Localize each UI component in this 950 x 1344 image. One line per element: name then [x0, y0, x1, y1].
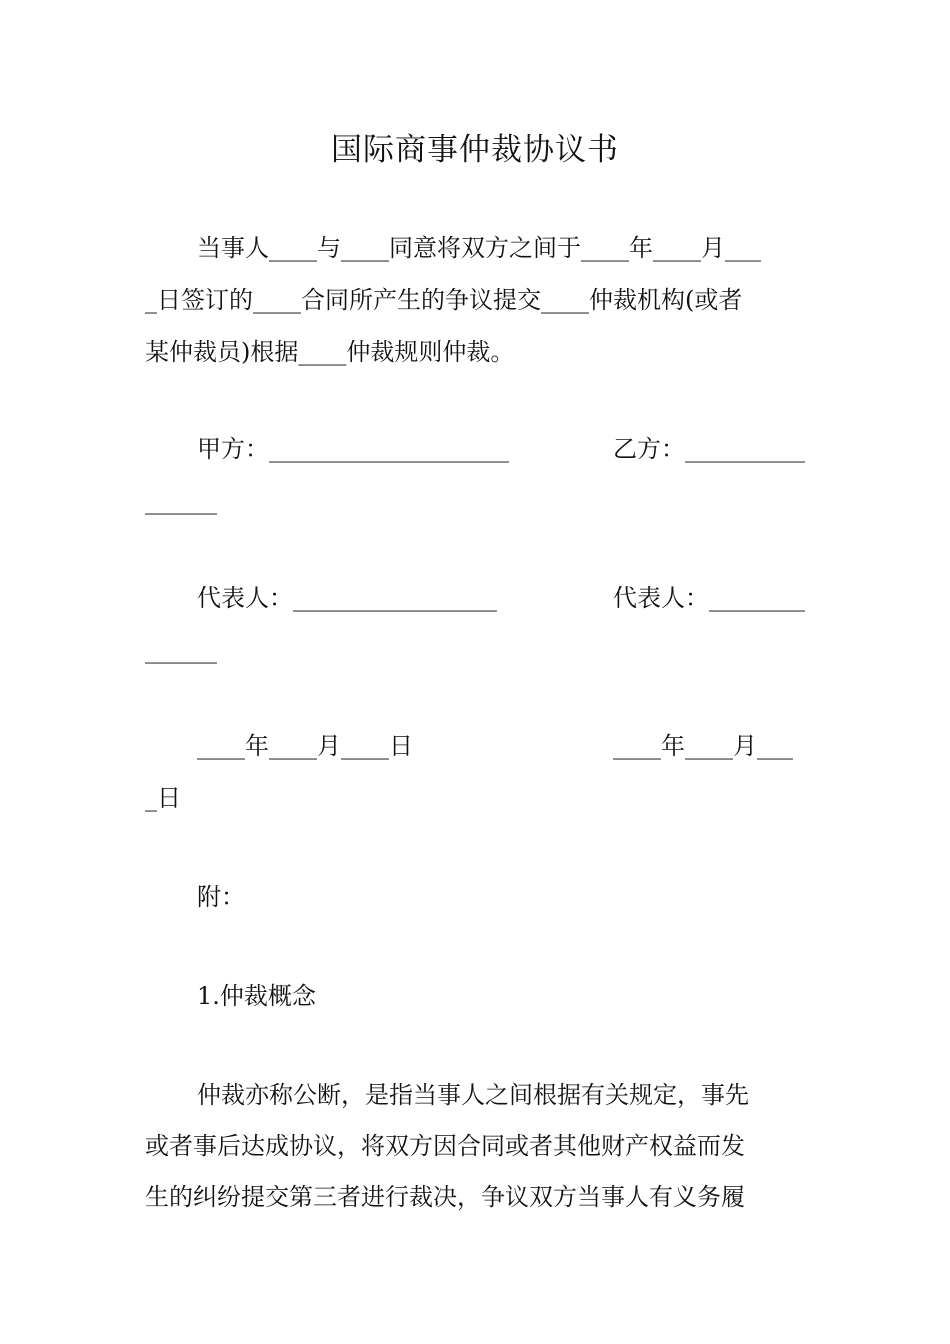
date-b-line: ____年____月___	[613, 732, 793, 760]
body-line-1: 仲裁亦称公断，是指当事人之间根据有关规定，事先	[197, 1081, 749, 1109]
body-line-3: 生的纠纷提交第三者进行裁决，争议双方当事人有义务履	[145, 1183, 745, 1211]
intro-line-3: 某仲裁员)根据____仲裁规则仲裁。	[145, 338, 515, 366]
intro-line-2: _日签订的____合同所产生的争议提交____仲裁机构(或者	[145, 286, 743, 314]
intro-line-1: 当事人____与____同意将双方之间于____年____月___	[197, 234, 761, 262]
date-b-line-cont: _日	[145, 784, 181, 812]
body-line-2: 或者事后达成协议，将双方因合同或者其他财产权益而发	[145, 1132, 745, 1160]
rep-a-line: 代表人：_________________	[197, 584, 497, 612]
rep-b-line-cont: ______	[145, 636, 217, 664]
date-a-line: ____年____月____日	[197, 732, 413, 760]
section-heading: 1.仲裁概念	[197, 982, 316, 1010]
document-title: 国际商事仲裁协议书	[331, 132, 619, 168]
party-a-line: 甲方：____________________	[197, 435, 509, 463]
rep-b-line: 代表人：________	[613, 584, 805, 612]
party-b-line-cont: ______	[145, 487, 217, 515]
party-b-line: 乙方：__________	[613, 435, 805, 463]
appendix-label: 附：	[197, 883, 245, 911]
